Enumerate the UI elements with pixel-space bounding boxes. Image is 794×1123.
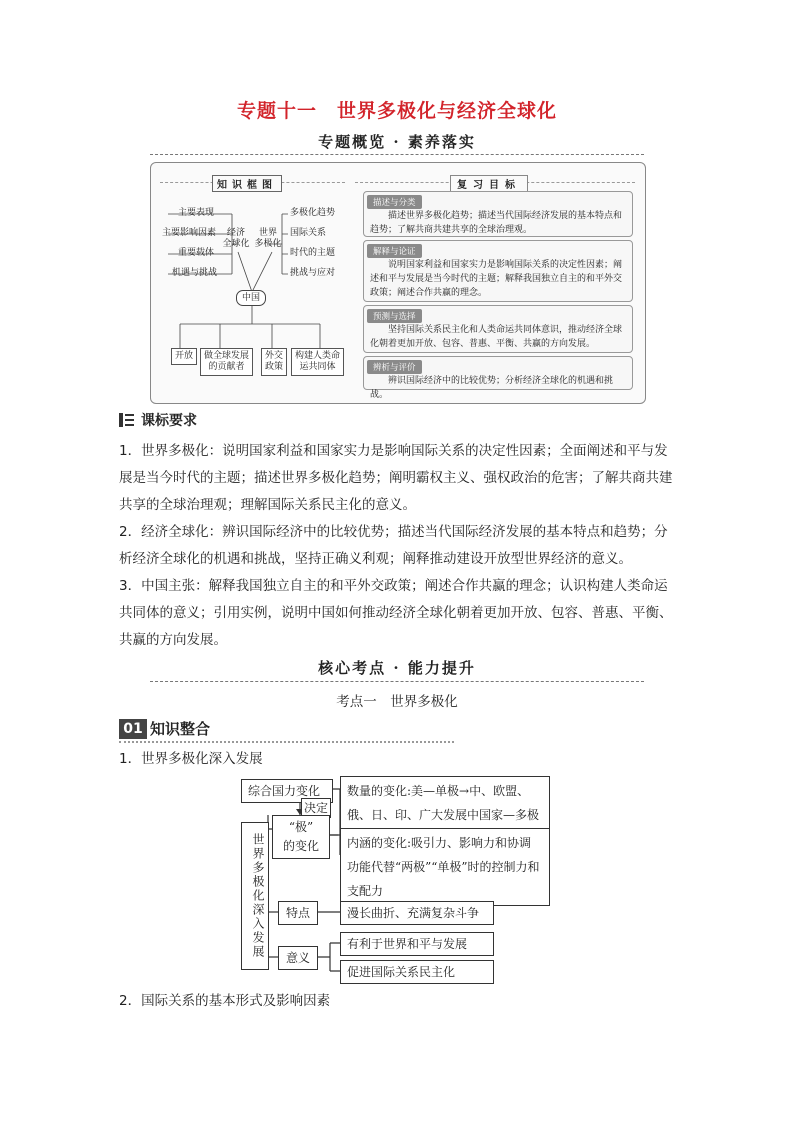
kf-bottom-item: 构建人类命 运共同体 — [291, 348, 344, 376]
list-icon — [119, 413, 134, 427]
diagram-vertical: 世界多极化深入发展 — [241, 822, 269, 970]
kf-left-item: 主要影响因素 — [162, 228, 217, 238]
kf-bottom-item: 做全球发展 的贡献者 — [200, 348, 253, 376]
section-number: 01 — [119, 719, 147, 739]
diagram-tedian-val: 漫长曲折、充满复杂斗争 — [340, 901, 494, 925]
curriculum-heading: 课标要求 — [141, 413, 197, 429]
goal-section — [363, 305, 633, 353]
overview-heading: 专题概览 · 素养落实 — [318, 133, 476, 151]
diagram-tedian: 特点 — [278, 901, 318, 925]
kaodian-title: 考点一 世界多极化 — [336, 694, 458, 710]
goal-section — [363, 356, 633, 400]
kf-right-item: 时代的主题 — [290, 248, 336, 258]
goal-text: 辨识国际经济中的比较优势；分析经济全球化的机遇和挑战。 — [370, 376, 614, 400]
goal-tag: 解释与论证 — [367, 244, 422, 258]
core-heading: 核心考点 · 能力提升 — [318, 659, 476, 677]
kf-econ: 经济 全球化 — [222, 228, 250, 249]
subheading: 1．世界多极化深入发展 — [119, 751, 263, 767]
subheading: 2．国际关系的基本形式及影响因素 — [119, 993, 331, 1009]
kf-left-item: 重要载体 — [178, 248, 215, 258]
goal-tag: 辨析与评价 — [367, 360, 422, 374]
kf-left-item: 主要表现 — [178, 208, 215, 218]
kf-right-item: 国际关系 — [290, 228, 327, 238]
diagram-yiyi-2: 促进国际关系民主化 — [340, 960, 494, 984]
goal-section — [363, 191, 633, 237]
page-title: 专题十一 世界多极化与经济全球化 — [236, 100, 558, 122]
kf-bottom-item: 开放 — [171, 348, 197, 365]
diagram-neihan: 内涵的变化:吸引力、影响力和协调功能代替“两极”“单极”时的控制力和支配力 — [340, 828, 550, 906]
core-divider — [150, 681, 644, 682]
section-underline — [119, 741, 454, 743]
kf-world: 世界 多极化 — [254, 228, 282, 249]
diagram-shuliang: 数量的变化:美—单极→中、欧盟、俄、日、印、广大发展中国家—多极 — [340, 776, 550, 830]
kf-bottom-item: 外交 政策 — [261, 348, 287, 376]
diagram-yiyi: 意义 — [278, 946, 318, 970]
goal-section — [363, 240, 633, 302]
diagram-zonghe: 综合国力变化 — [241, 779, 333, 803]
diagram-jueding: 决定 — [301, 798, 331, 818]
goal-tag: 预测与选择 — [367, 309, 422, 323]
curriculum-p2: 2．经济全球化：辨识国际经济中的比较优势；描述当代国际经济发展的基本特点和趋势；分析经济全球化的机遇和挑战，坚持正确义利观；阐释推动建设开放型世界经济的意义。 — [119, 524, 668, 567]
section-label: 知识整合 — [150, 720, 211, 738]
kf-china: 中国 — [236, 290, 266, 306]
curriculum-p3: 3．中国主张：解释我国独立自主的和平外交政策；阐述合作共赢的理念；认识构建人类命运共同体的意义；引用实例，说明中国如何推动经济全球化朝着更加开放、包容、普惠、平衡、共赢的方向发展。 — [119, 578, 673, 648]
diagram-yiyi-1: 有利于世界和平与发展 — [340, 932, 494, 956]
curriculum-p1: 1．世界多极化：说明国家利益和国家实力是影响国际关系的决定性因素；全面阐述和平与发展是当今时代的主题；描述世界多极化趋势；阐明霸权主义、强权政治的危害；了解共商共建共享的全球治理观；理解国际关系民主化的意义。 — [119, 443, 673, 513]
kf-left-item: 机遇与挑战 — [172, 268, 218, 278]
goals-label: 复习目标 — [450, 175, 528, 192]
goal-text: 坚持国际关系民主化和人类命运共同体意识，推动经济全球化朝着更加开放、包容、普惠、平衡、共赢的方向发展。 — [370, 325, 623, 349]
goal-text: 说明国家利益和国家实力是影响国际关系的决定性因素；阐述和平与发展是当今时代的主题；解释我国独立自主的和平外交政策；阐述合作共赢的理念。 — [370, 260, 623, 298]
overview-divider — [150, 154, 644, 155]
kf-right-item: 挑战与应对 — [290, 268, 336, 278]
goal-tag: 描述与分类 — [367, 195, 422, 209]
kf-label: 知识框图 — [212, 175, 282, 192]
kf-right-item: 多极化趋势 — [290, 208, 336, 218]
diagram-ji: “极” 的变化 — [272, 815, 330, 859]
goal-text: 描述世界多极化趋势；描述当代国际经济发展的基本特点和趋势；了解共商共建共享的全球治理观。 — [370, 211, 623, 235]
